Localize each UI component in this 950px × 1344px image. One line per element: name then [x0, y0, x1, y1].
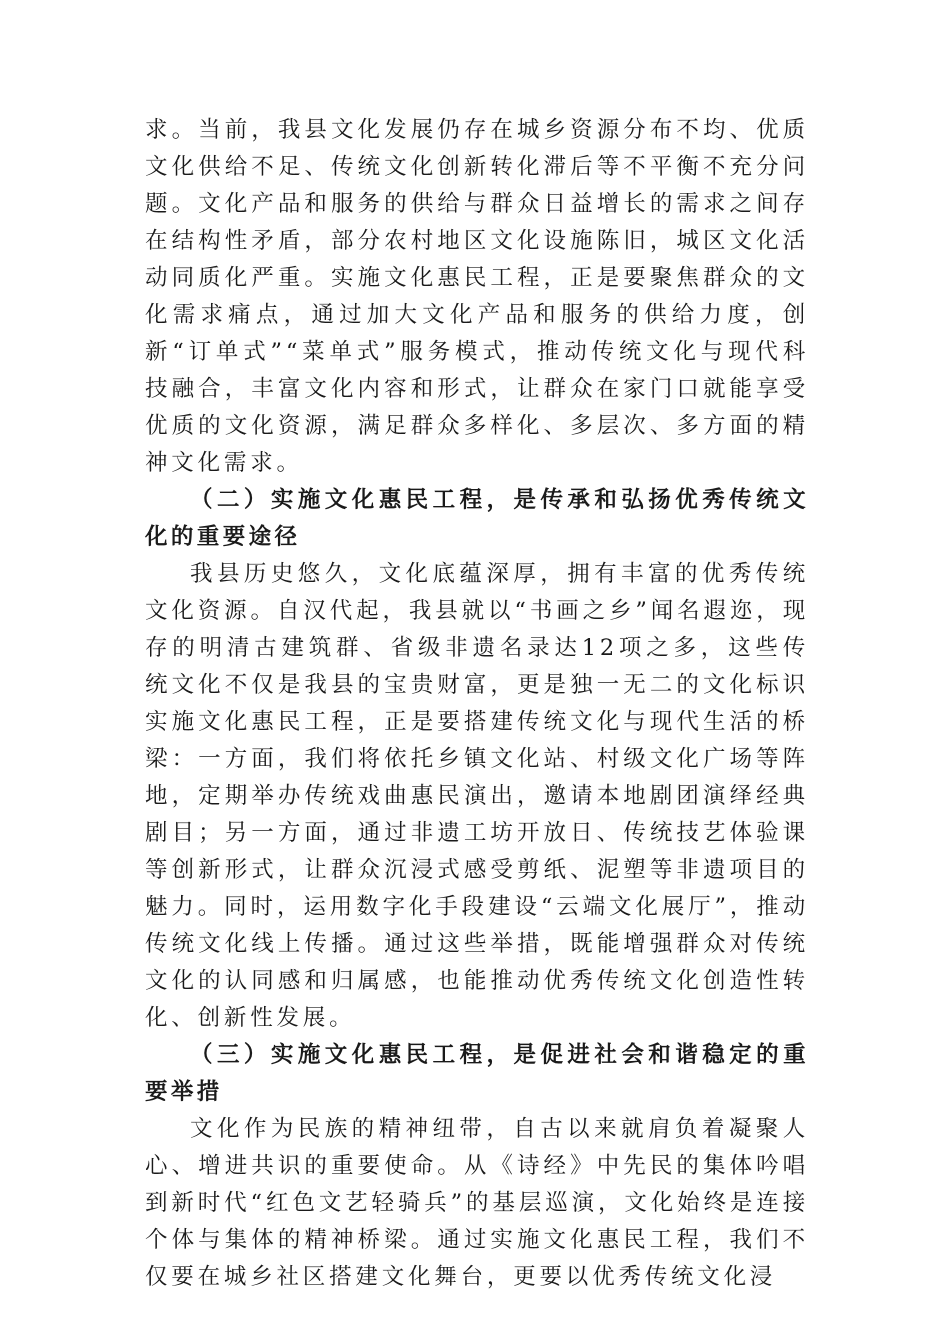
document-page — [145, 112, 809, 1296]
paragraph-section-2: 我县历史悠久，文化底蕴深厚，拥有丰富的优秀传统文化资源。自汉代起，我县就以“书画之乡”闻名遐迩，现存的明清古建筑群、省级非遗名录达12项之多，这些传统文化不仅是我县的宝贵财富，更是独一无二的文化标识实施文化惠民工程，正是要搭建传统文化与现代生活的桥梁：一方面，我们将依托乡镇文化站、村级文化广场等阵地，定期举办传统戏曲惠民演出，邀请本地剧团演绎经典剧目；另一方面，通过非遗工坊开放日、传统技艺体验课等创新形式，让群众沉浸式感受剪纸、泥塑等非遗项目的魅力。同时，运用数字化手段建设“云端文化展厅”，推动传统文化线上传播。通过这些举措，既能增强群众对传统文化的认同感和归属感，也能推动优秀传统文化创造性转化、创新性发展。 — [145, 561, 809, 1031]
section-heading-3: （三）实施文化惠民工程，是促进社会和谐稳定的重要举措 — [145, 1042, 809, 1105]
paragraph-continued: 求。当前，我县文化发展仍存在城乡资源分布不均、优质文化供给不足、传统文化创新转化滞后等不平衡不充分问题。文化产品和服务的供给与群众日益增长的需求之间存在结构性矛盾，部分农村地区文化设施陈旧，城区文化活动同质化严重。实施文化惠民工程，正是要聚焦群众的文化需求痛点，通过加大文化产品和服务的供给力度，创新“订单式”“菜单式”服务模式，推动传统文化与现代科技融合，丰富文化内容和形式，让群众在家门口就能享受优质的文化资源，满足群众多样化、多层次、多方面的精神文化需求。 — [145, 117, 809, 476]
section-heading-2: （二）实施文化惠民工程，是传承和弘扬优秀传统文化的重要途径 — [145, 487, 809, 550]
paragraph-section-3: 文化作为民族的精神纽带，自古以来就肩负着凝聚人心、增进共识的重要使命。从《诗经》中先民的集体吟唱到新时代“红色文艺轻骑兵”的基层巡演，文化始终是连接个体与集体的精神桥梁。通过实施文化惠民工程，我们不仅要在城乡社区搭建文化舞台，更要以优秀传统文化浸 — [145, 1116, 809, 1290]
